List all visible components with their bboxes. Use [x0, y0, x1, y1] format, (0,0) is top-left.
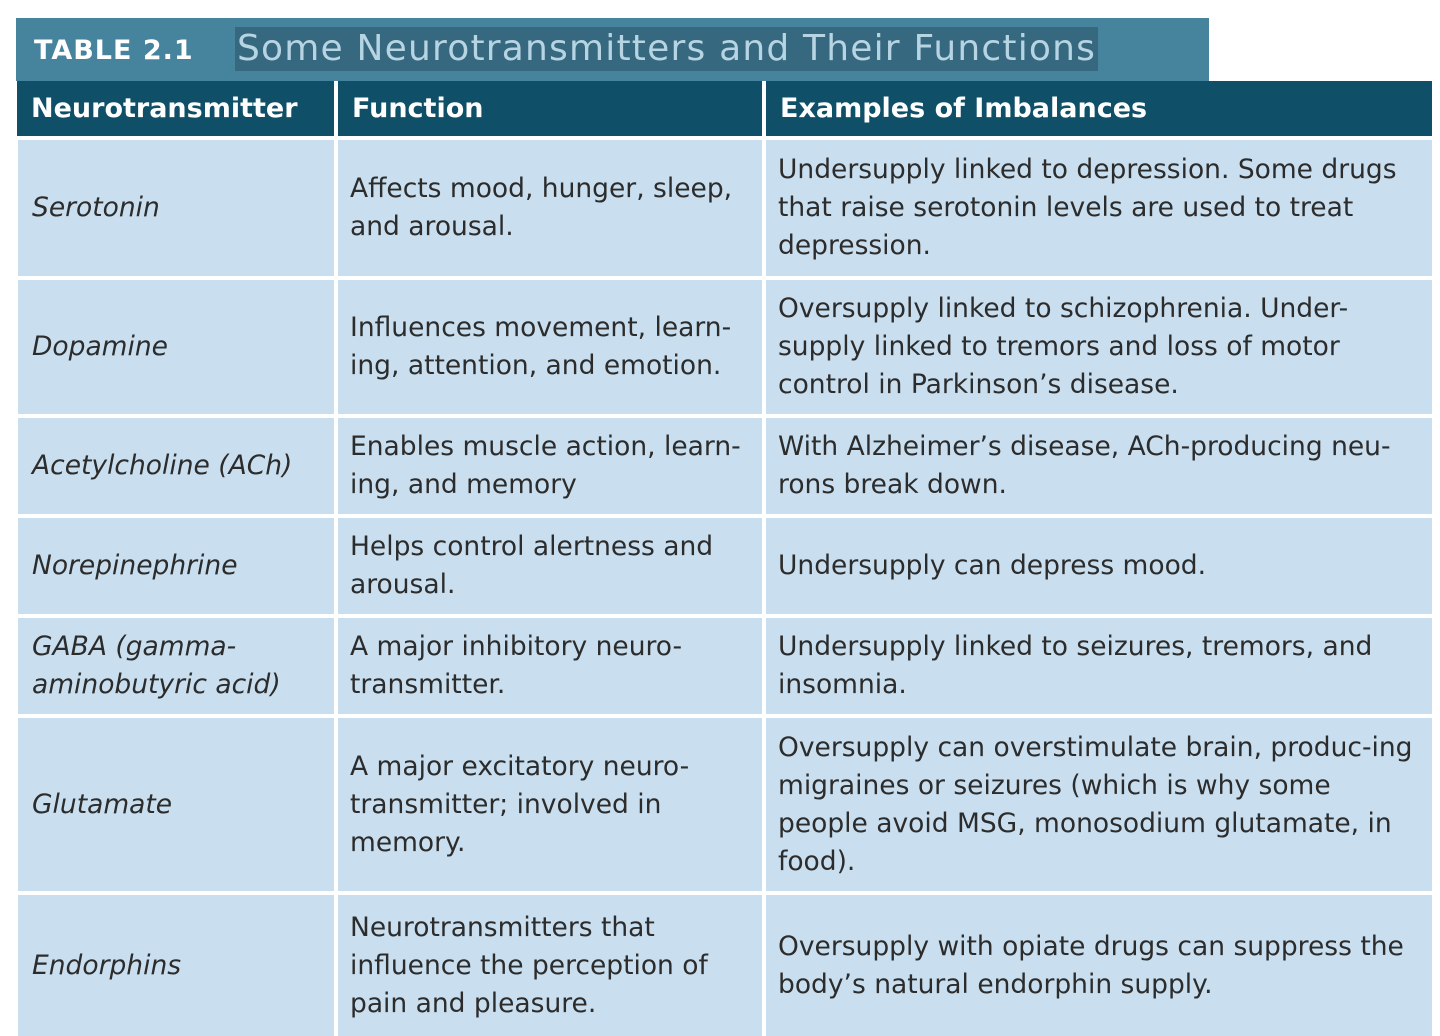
table-row: [16, 278, 1434, 416]
table-row: [16, 616, 1434, 716]
table-row: [16, 138, 1434, 278]
column-header-neurotransmitter: Neurotransmitter: [16, 81, 336, 138]
function-cell: Enables muscle action, learn-ing, and memory: [336, 416, 764, 516]
imbalance-cell: With Alzheimer’s disease, ACh-producing neu-rons break down.: [764, 416, 1434, 516]
imbalance-cell: Oversupply linked to schizophrenia. Under-supply linked to tremors and loss of motor control in Parkinson’s disease.: [764, 278, 1434, 416]
column-header-function: Function: [336, 81, 764, 138]
header-row: [16, 81, 1434, 138]
function-cell: Helps control alertness and arousal.: [336, 516, 764, 616]
table-label: TABLE 2.1: [34, 35, 194, 66]
function-cell: A major inhibitory neuro-transmitter.: [336, 616, 764, 716]
table-title-bar: [16, 18, 1209, 82]
table-row: [16, 516, 1434, 616]
imbalance-cell: Undersupply linked to seizures, tremors, and insomnia.: [764, 616, 1434, 716]
neurotransmitter-name: Norepinephrine: [16, 516, 336, 616]
function-cell: Neurotransmitters that influence the perception of pain and pleasure.: [336, 893, 764, 1036]
function-cell: A major excitatory neuro-transmitter; involved in memory.: [336, 716, 764, 893]
table-row: [16, 416, 1434, 516]
neurotransmitter-name: Serotonin: [16, 138, 336, 278]
imbalance-cell: Undersupply linked to depression. Some drugs that raise serotonin levels are used to treat depression.: [764, 138, 1434, 278]
column-header-imbalances: Examples of Imbalances: [764, 81, 1434, 138]
neurotransmitter-table: [14, 81, 1436, 1036]
imbalance-cell: Undersupply can depress mood.: [764, 516, 1434, 616]
imbalance-cell: Oversupply with opiate drugs can suppress the body’s natural endorphin supply.: [764, 893, 1434, 1036]
function-cell: Affects mood, hunger, sleep, and arousal.: [336, 138, 764, 278]
imbalance-cell: Oversupply can overstimulate brain, produc-ing migraines or seizures (which is why some people avoid MSG, monosodium glutamate, in food).: [764, 716, 1434, 893]
table-title: Some Neurotransmitters and Their Functions: [237, 28, 1097, 69]
neurotransmitter-name: Dopamine: [16, 278, 336, 416]
neurotransmitter-name: GABA (gamma-aminobutyric acid): [16, 616, 336, 716]
function-cell: Influences movement, learn-ing, attention, and emotion.: [336, 278, 764, 416]
table-row: [16, 716, 1434, 893]
neurotransmitter-name: Endorphins: [16, 893, 336, 1036]
table-row: [16, 893, 1434, 1036]
neurotransmitter-name: Acetylcholine (ACh): [16, 416, 336, 516]
neurotransmitter-name: Glutamate: [16, 716, 336, 893]
